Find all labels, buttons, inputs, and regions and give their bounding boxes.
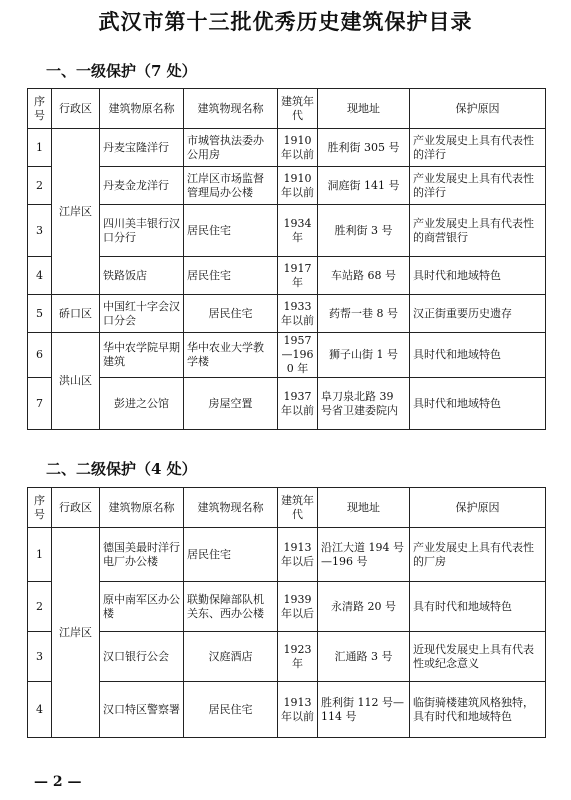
cell-no: 3 <box>28 205 52 257</box>
header-district: 行政区 <box>52 488 100 528</box>
table-row <box>28 582 546 632</box>
header-year: 建筑年代 <box>278 89 318 129</box>
cell-no: 2 <box>28 167 52 205</box>
cell-reason: 产业发展史上具有代表性的洋行 <box>410 129 546 167</box>
cell-year: 1923 年 <box>278 632 318 682</box>
header-no: 序号 <box>28 488 52 528</box>
cell-no: 5 <box>28 295 52 333</box>
cell-address: 洞庭街 141 号 <box>318 167 410 205</box>
cell-no: 4 <box>28 682 52 738</box>
table-row <box>28 129 546 167</box>
cell-reason: 近现代发展史上具有代表性或纪念意义 <box>410 632 546 682</box>
cell-address: 胜利街 112 号—114 号 <box>318 682 410 738</box>
cell-orig-name: 原中南军区办公楼 <box>100 582 184 632</box>
cell-curr-name: 居民住宅 <box>184 295 278 333</box>
cell-orig-name: 彭进之公馆 <box>100 378 184 430</box>
cell-district: 江岸区 <box>52 528 100 738</box>
cell-curr-name: 居民住宅 <box>184 682 278 738</box>
cell-address: 狮子山街 1 号 <box>318 333 410 378</box>
cell-reason: 产业发展史上具有代表性的厂房 <box>410 528 546 582</box>
table-row <box>28 295 546 333</box>
cell-no: 2 <box>28 582 52 632</box>
cell-curr-name: 江岸区市场监督管理局办公楼 <box>184 167 278 205</box>
section-heading-level1: 一、一级保护（7 处） <box>46 62 197 80</box>
cell-district: 洪山区 <box>52 333 100 430</box>
header-reason: 保护原因 <box>410 89 546 129</box>
cell-year: 1917 年 <box>278 257 318 295</box>
header-district: 行政区 <box>52 89 100 129</box>
cell-no: 7 <box>28 378 52 430</box>
cell-orig-name: 汉口银行公会 <box>100 632 184 682</box>
cell-address: 汇通路 3 号 <box>318 632 410 682</box>
table-row <box>28 257 546 295</box>
cell-year: 1913 年以后 <box>278 528 318 582</box>
cell-curr-name: 联勤保障部队机关东、西办公楼 <box>184 582 278 632</box>
cell-address: 永清路 20 号 <box>318 582 410 632</box>
header-orig-name: 建筑物原名称 <box>100 488 184 528</box>
cell-year: 1910 年以前 <box>278 129 318 167</box>
cell-reason: 具时代和地域特色 <box>410 333 546 378</box>
table-row <box>28 378 546 430</box>
cell-orig-name: 丹麦宝隆洋行 <box>100 129 184 167</box>
cell-curr-name: 华中农业大学教学楼 <box>184 333 278 378</box>
cell-year: 1910 年以前 <box>278 167 318 205</box>
table-row <box>28 333 546 378</box>
cell-orig-name: 中国红十字会汉口分会 <box>100 295 184 333</box>
cell-year: 1933 年以前 <box>278 295 318 333</box>
cell-orig-name: 丹麦金龙洋行 <box>100 167 184 205</box>
cell-year: 1939 年以后 <box>278 582 318 632</box>
table-header-row <box>28 488 546 528</box>
header-no: 序号 <box>28 89 52 129</box>
table-row <box>28 205 546 257</box>
cell-reason: 具时代和地域特色 <box>410 378 546 430</box>
cell-address: 胜利街 3 号 <box>318 205 410 257</box>
header-reason: 保护原因 <box>410 488 546 528</box>
cell-reason: 汉正街重要历史遗存 <box>410 295 546 333</box>
cell-orig-name: 四川美丰银行汉口分行 <box>100 205 184 257</box>
cell-year: 1957—1960 年 <box>278 333 318 378</box>
cell-no: 4 <box>28 257 52 295</box>
cell-curr-name: 房屋空置 <box>184 378 278 430</box>
cell-reason: 具有时代和地域特色 <box>410 582 546 632</box>
cell-address: 沿江大道 194 号—196 号 <box>318 528 410 582</box>
table-row <box>28 682 546 738</box>
table-row <box>28 632 546 682</box>
cell-address: 阜刀泉北路 39 号省卫建委院内 <box>318 378 410 430</box>
table-row <box>28 528 546 582</box>
header-orig-name: 建筑物原名称 <box>100 89 184 129</box>
table-level1 <box>27 88 546 430</box>
table-row <box>28 167 546 205</box>
cell-year: 1934 年 <box>278 205 318 257</box>
header-address: 现地址 <box>318 89 410 129</box>
table-header-row <box>28 89 546 129</box>
cell-reason: 具时代和地域特色 <box>410 257 546 295</box>
cell-district: 江岸区 <box>52 129 100 295</box>
cell-year: 1913 年以前 <box>278 682 318 738</box>
cell-reason: 临街骑楼建筑风格独特，具有时代和地域特色 <box>410 682 546 738</box>
header-curr-name: 建筑物现名称 <box>184 89 278 129</box>
cell-address: 胜利街 305 号 <box>318 129 410 167</box>
header-address: 现地址 <box>318 488 410 528</box>
cell-year: 1937 年以前 <box>278 378 318 430</box>
cell-orig-name: 德国美最时洋行电厂办公楼 <box>100 528 184 582</box>
cell-no: 1 <box>28 528 52 582</box>
cell-district: 硚口区 <box>52 295 100 333</box>
cell-reason: 产业发展史上具有代表性的洋行 <box>410 167 546 205</box>
page-title: 武汉市第十三批优秀历史建筑保护目录 <box>98 9 473 34</box>
cell-reason: 产业发展史上具有代表性的商营银行 <box>410 205 546 257</box>
cell-curr-name: 居民住宅 <box>184 528 278 582</box>
cell-no: 3 <box>28 632 52 682</box>
header-curr-name: 建筑物现名称 <box>184 488 278 528</box>
cell-curr-name: 居民住宅 <box>184 257 278 295</box>
page-number: — 2 — <box>34 774 82 790</box>
cell-orig-name: 华中农学院早期建筑 <box>100 333 184 378</box>
section-heading-level2: 二、二级保护（4 处） <box>46 460 197 478</box>
header-year: 建筑年代 <box>278 488 318 528</box>
cell-curr-name: 居民住宅 <box>184 205 278 257</box>
cell-no: 1 <box>28 129 52 167</box>
cell-curr-name: 市城管执法委办公用房 <box>184 129 278 167</box>
cell-orig-name: 铁路饭店 <box>100 257 184 295</box>
cell-curr-name: 汉庭酒店 <box>184 632 278 682</box>
cell-orig-name: 汉口特区警察署 <box>100 682 184 738</box>
table-level2 <box>27 487 546 738</box>
cell-address: 车站路 68 号 <box>318 257 410 295</box>
cell-no: 6 <box>28 333 52 378</box>
cell-address: 药帮一巷 8 号 <box>318 295 410 333</box>
